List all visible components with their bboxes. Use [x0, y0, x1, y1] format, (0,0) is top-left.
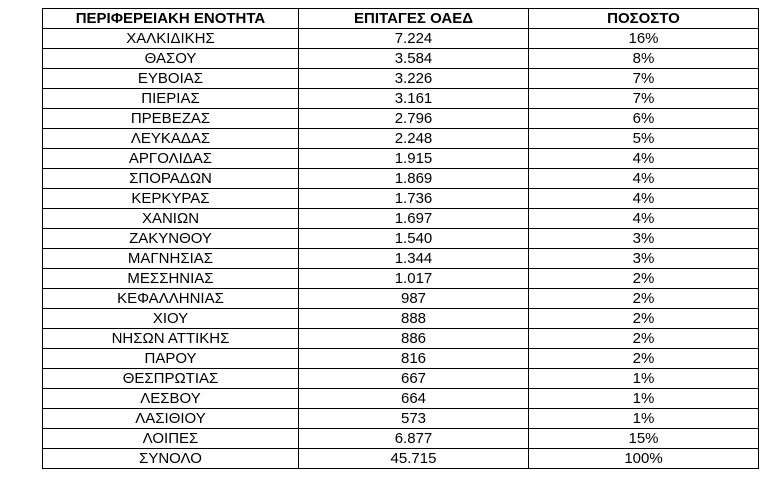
vouchers-cell: 7.224	[299, 29, 529, 49]
region-cell: ΣΠΟΡΑΔΩΝ	[43, 169, 299, 189]
region-cell: ΧΙΟΥ	[43, 309, 299, 329]
percentage-cell: 15%	[529, 429, 759, 449]
table-row	[43, 49, 759, 69]
vouchers-cell: 45.715	[299, 449, 529, 469]
table-row	[43, 369, 759, 389]
table-row	[43, 269, 759, 289]
percentage-cell: 1%	[529, 389, 759, 409]
vouchers-cell: 1.540	[299, 229, 529, 249]
table-row	[43, 409, 759, 429]
percentage-cell: 5%	[529, 129, 759, 149]
percentage-cell: 3%	[529, 249, 759, 269]
vouchers-cell: 1.869	[299, 169, 529, 189]
percentage-cell: 2%	[529, 289, 759, 309]
table-row	[43, 69, 759, 89]
percentage-cell: 7%	[529, 69, 759, 89]
percentage-cell: 1%	[529, 409, 759, 429]
header-vouchers: ΕΠΙΤΑΓΕΣ ΟΑΕΔ	[299, 9, 529, 29]
vouchers-cell: 3.161	[299, 89, 529, 109]
region-cell: ΠΙΕΡΙΑΣ	[43, 89, 299, 109]
percentage-cell: 2%	[529, 349, 759, 369]
percentage-cell: 4%	[529, 149, 759, 169]
region-cell: ΧΑΝΙΩΝ	[43, 209, 299, 229]
table-row	[43, 169, 759, 189]
region-cell: ΛΕΣΒΟΥ	[43, 389, 299, 409]
table-row	[43, 209, 759, 229]
vouchers-cell: 2.248	[299, 129, 529, 149]
vouchers-cell: 573	[299, 409, 529, 429]
percentage-cell: 2%	[529, 269, 759, 289]
table-row	[43, 389, 759, 409]
region-cell: ΚΕΡΚΥΡΑΣ	[43, 189, 299, 209]
table-body	[43, 29, 759, 469]
vouchers-cell: 2.796	[299, 109, 529, 129]
percentage-cell: 2%	[529, 309, 759, 329]
percentage-cell: 3%	[529, 229, 759, 249]
region-cell: ΠΑΡΟΥ	[43, 349, 299, 369]
header-region: ΠΕΡΙΦΕΡΕΙΑΚΗ ΕΝΟΤΗΤΑ	[43, 9, 299, 29]
region-cell: ΘΑΣΟΥ	[43, 49, 299, 69]
header-percentage: ΠΟΣΟΣΤΟ	[529, 9, 759, 29]
vouchers-cell: 3.584	[299, 49, 529, 69]
table-row	[43, 449, 759, 469]
region-cell: ΘΕΣΠΡΩΤΙΑΣ	[43, 369, 299, 389]
region-cell: ΜΕΣΣΗΝΙΑΣ	[43, 269, 299, 289]
table-row	[43, 309, 759, 329]
region-cell: ΣΥΝΟΛΟ	[43, 449, 299, 469]
vouchers-cell: 3.226	[299, 69, 529, 89]
percentage-cell: 16%	[529, 29, 759, 49]
region-cell: ΝΗΣΩΝ ΑΤΤΙΚΗΣ	[43, 329, 299, 349]
vouchers-cell: 664	[299, 389, 529, 409]
percentage-cell: 7%	[529, 89, 759, 109]
percentage-cell: 8%	[529, 49, 759, 69]
vouchers-cell: 1.915	[299, 149, 529, 169]
table-row	[43, 229, 759, 249]
region-cell: ΖΑΚΥΝΘΟΥ	[43, 229, 299, 249]
table-header	[43, 9, 759, 29]
vouchers-cell: 886	[299, 329, 529, 349]
header-row	[43, 9, 759, 29]
table-row	[43, 29, 759, 49]
percentage-cell: 6%	[529, 109, 759, 129]
vouchers-cell: 888	[299, 309, 529, 329]
vouchers-cell: 6.877	[299, 429, 529, 449]
table-row	[43, 109, 759, 129]
vouchers-cell: 1.344	[299, 249, 529, 269]
percentage-cell: 4%	[529, 169, 759, 189]
table-row	[43, 329, 759, 349]
region-cell: ΚΕΦΑΛΛΗΝΙΑΣ	[43, 289, 299, 309]
table-row	[43, 149, 759, 169]
region-cell: ΜΑΓΝΗΣΙΑΣ	[43, 249, 299, 269]
vouchers-table	[42, 8, 759, 469]
vouchers-cell: 667	[299, 369, 529, 389]
region-cell: ΕΥΒΟΙΑΣ	[43, 69, 299, 89]
vouchers-cell: 816	[299, 349, 529, 369]
region-cell: ΠΡΕΒΕΖΑΣ	[43, 109, 299, 129]
table-row	[43, 349, 759, 369]
region-cell: ΛΕΥΚΑΔΑΣ	[43, 129, 299, 149]
percentage-cell: 4%	[529, 189, 759, 209]
vouchers-cell: 1.697	[299, 209, 529, 229]
table-row	[43, 189, 759, 209]
region-cell: ΛΑΣΙΘΙΟΥ	[43, 409, 299, 429]
percentage-cell: 4%	[529, 209, 759, 229]
table-row	[43, 129, 759, 149]
vouchers-cell: 1.736	[299, 189, 529, 209]
region-cell: ΧΑΛΚΙΔΙΚΗΣ	[43, 29, 299, 49]
vouchers-cell: 987	[299, 289, 529, 309]
table-row	[43, 429, 759, 449]
region-cell: ΑΡΓΟΛΙΔΑΣ	[43, 149, 299, 169]
percentage-cell: 2%	[529, 329, 759, 349]
table-row	[43, 289, 759, 309]
region-cell: ΛΟΙΠΕΣ	[43, 429, 299, 449]
table-row	[43, 249, 759, 269]
vouchers-cell: 1.017	[299, 269, 529, 289]
percentage-cell: 100%	[529, 449, 759, 469]
table-row	[43, 89, 759, 109]
percentage-cell: 1%	[529, 369, 759, 389]
